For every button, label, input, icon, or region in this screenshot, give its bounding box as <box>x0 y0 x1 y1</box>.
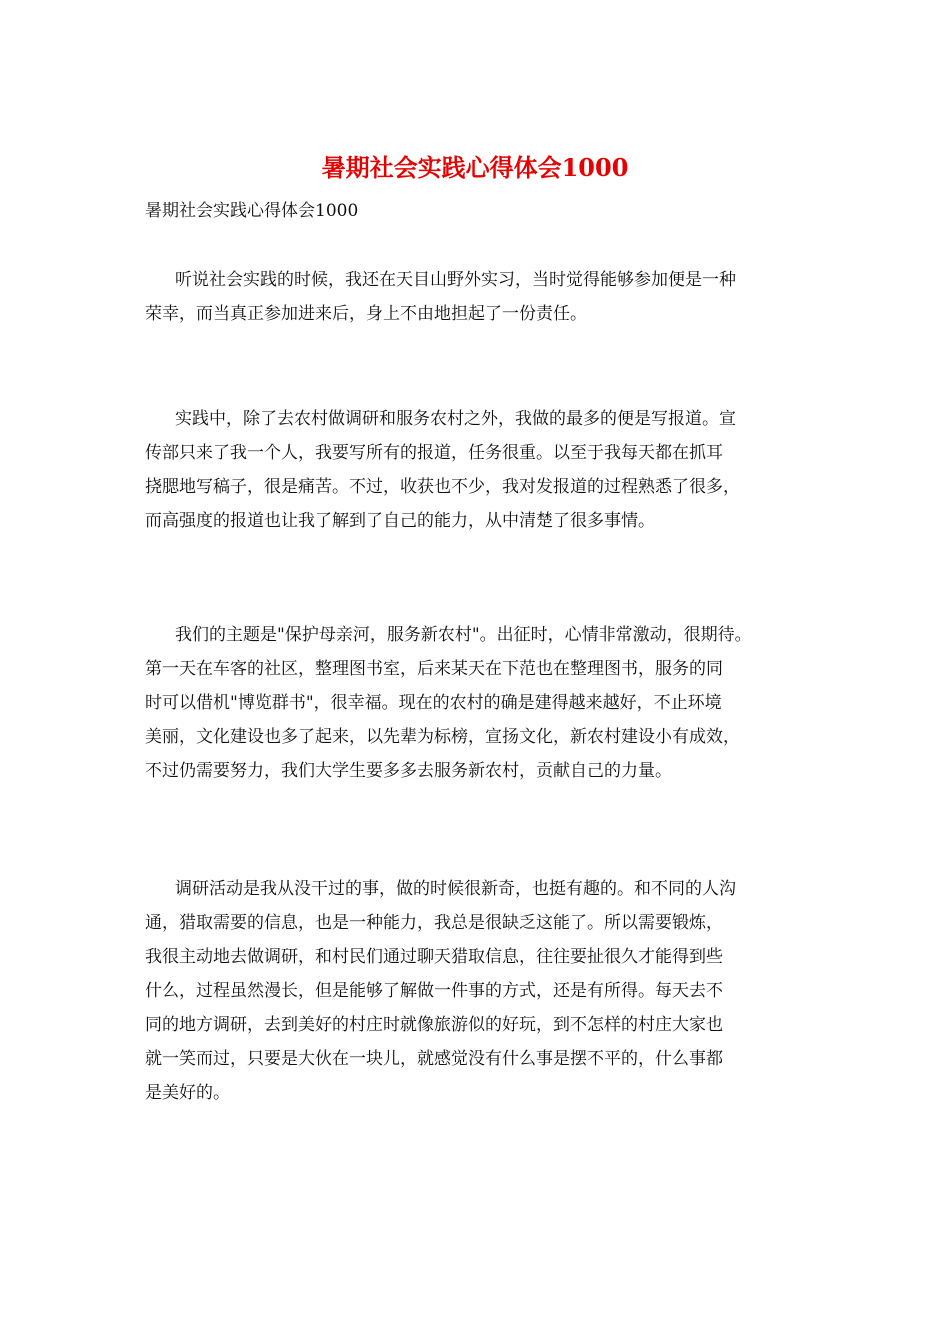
document-subtitle: 暑期社会实践心得体会1000 <box>145 201 359 221</box>
paragraph-line: 荣幸，而当真正参加进来后，身上不由地担起了一份责任。 <box>145 304 587 324</box>
paragraph-line: 第一天在车客的社区，整理图书室，后来某天在下范也在整理图书，服务的同 <box>145 659 723 679</box>
paragraph-line: 是美好的。 <box>145 1083 230 1103</box>
paragraph-line: 什么，过程虽然漫长，但是能够了解做一件事的方式，还是有所得。每天去不 <box>145 981 723 1001</box>
paragraph-line: 调研活动是我从没干过的事，做的时候很新奇，也挺有趣的。和不同的人沟 <box>175 879 736 899</box>
paragraph-line: 传部只来了我一个人，我要写所有的报道，任务很重。以至于我每天都在抓耳 <box>145 443 723 463</box>
paragraph-4 <box>145 872 805 1110</box>
paragraph-line: 我们的主题是"保护母亲河，服务新农村"。出征时，心情非常激动，很期待。 <box>175 625 752 645</box>
paragraph-line: 美丽，文化建设也多了起来，以先辈为标榜，宣扬文化，新农村建设小有成效， <box>145 727 740 747</box>
paragraph-line: 挠腮地写稿子，很是痛苦。不过，收获也不少，我对发报道的过程熟悉了很多， <box>145 477 740 497</box>
paragraph-line: 同的地方调研，去到美好的村庄时就像旅游似的好玩，到不怎样的村庄大家也 <box>145 1015 723 1035</box>
paragraph-line: 听说社会实践的时候，我还在天目山野外实习，当时觉得能够参加便是一种 <box>175 270 736 290</box>
paragraph-line: 时可以借机"博览群书"，很幸福。现在的农村的确是建得越来越好，不止环境 <box>145 693 722 713</box>
paragraph-1 <box>145 263 805 331</box>
paragraph-line: 实践中，除了去农村做调研和服务农村之外，我做的最多的便是写报道。宣 <box>175 409 736 429</box>
paragraph-line: 不过仍需要努力，我们大学生要多多去服务新农村，贡献自己的力量。 <box>145 761 672 781</box>
document-title: 暑期社会实践心得体会1000 <box>321 153 629 182</box>
paragraph-line: 我很主动地去做调研，和村民们通过聊天猎取信息，往往要扯很久才能得到些 <box>145 947 723 967</box>
paragraph-line: 就一笑而过，只要是大伙在一块儿，就感觉没有什么事是摆不平的，什么事都 <box>145 1049 723 1069</box>
paragraph-3 <box>145 618 805 788</box>
paragraph-2 <box>145 402 805 538</box>
paragraph-line: 而高强度的报道也让我了解到了自己的能力，从中清楚了很多事情。 <box>145 511 655 531</box>
paragraph-line: 通，猎取需要的信息，也是一种能力，我总是很缺乏这能了。所以需要锻炼， <box>145 913 723 933</box>
